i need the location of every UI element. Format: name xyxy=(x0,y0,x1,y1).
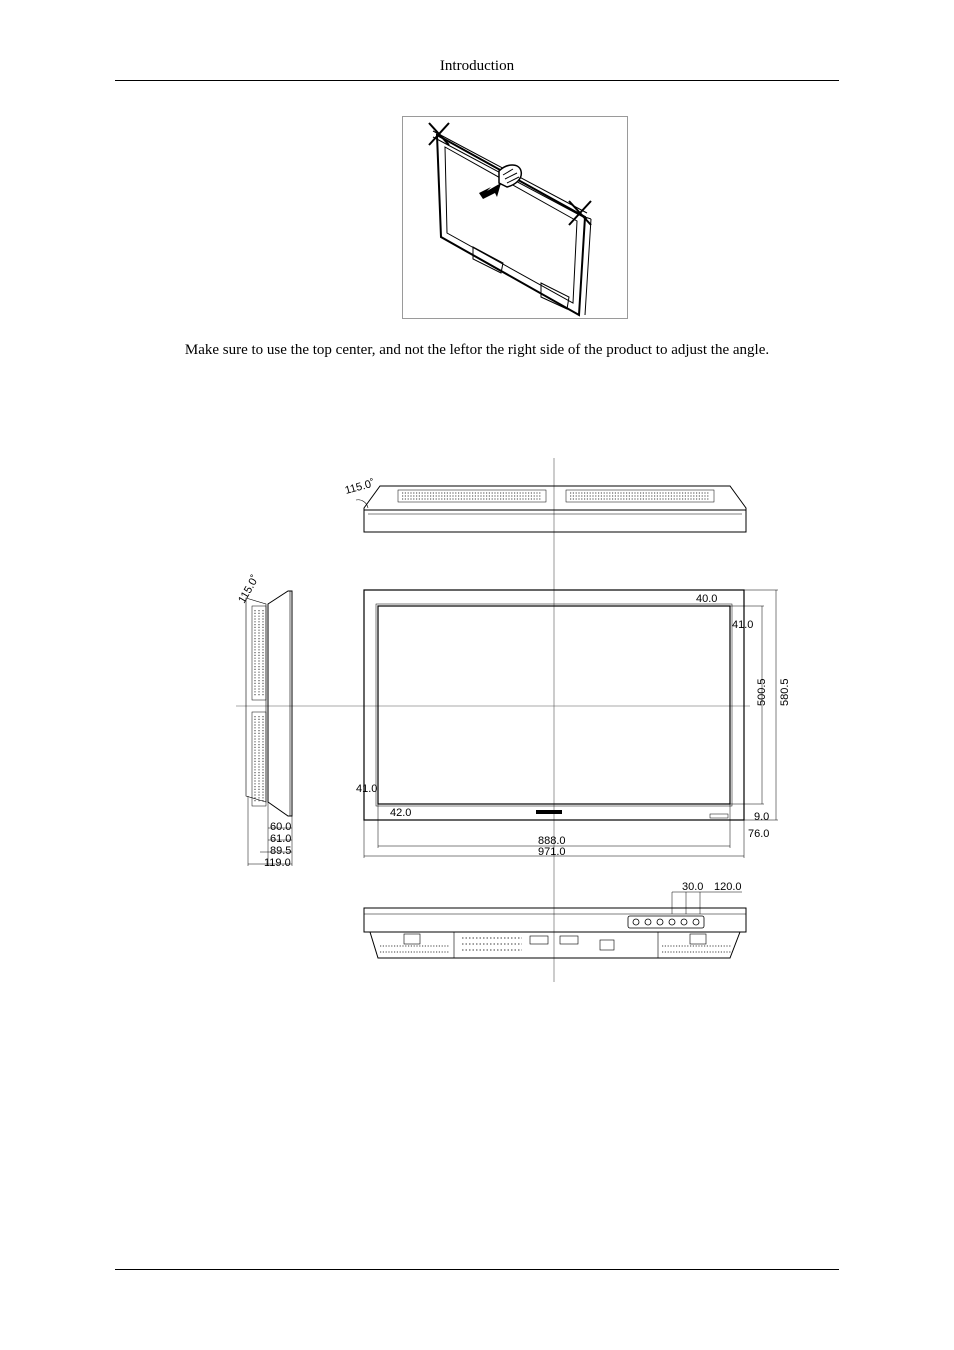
arrow-icon xyxy=(479,183,501,199)
bottom-view xyxy=(364,881,746,958)
depth-3-label: 89.5 xyxy=(270,845,292,857)
port-spacing-1-label: 30.0 xyxy=(682,881,704,893)
footer-rule xyxy=(115,1269,839,1270)
overall-height-label: 580.5 xyxy=(779,678,791,706)
side-view xyxy=(236,573,292,869)
page-header-title: Introduction xyxy=(439,58,515,74)
depth-1-label: 60.0 xyxy=(270,821,292,833)
left-border-label: 41.0 xyxy=(356,783,378,795)
bottom-border-label: 42.0 xyxy=(390,807,412,819)
top-border-label: 40.0 xyxy=(696,593,718,605)
depth-4-label: 119.0 xyxy=(264,857,291,869)
dimension-drawing xyxy=(230,456,810,986)
screen-width-label: 888.0 xyxy=(538,835,566,847)
angle-top-label: 115.0˚ xyxy=(343,477,377,497)
cross-mark-right-icon xyxy=(569,201,591,225)
angle-adjust-caption: Make sure to use the top center, and not the leftor the right side of the product to adjust the angle. xyxy=(184,342,770,358)
angle-side-label: 115.0˚ xyxy=(236,573,262,606)
header-rule xyxy=(115,80,839,81)
right-border-label: 41.0 xyxy=(732,619,754,631)
bottom-offset-label: 9.0 xyxy=(754,811,770,823)
bottom-bezel-label: 76.0 xyxy=(748,828,770,840)
screen-height-label: 500.5 xyxy=(756,678,768,706)
port-spacing-2-label: 120.0 xyxy=(714,881,742,893)
overall-width-label: 971.0 xyxy=(538,846,566,858)
hand-icon xyxy=(499,165,521,187)
front-view xyxy=(356,590,791,858)
cross-mark-left-icon xyxy=(429,123,449,145)
top-view xyxy=(344,477,746,532)
depth-2-label: 61.0 xyxy=(270,833,292,845)
angle-adjust-illustration xyxy=(402,116,628,319)
